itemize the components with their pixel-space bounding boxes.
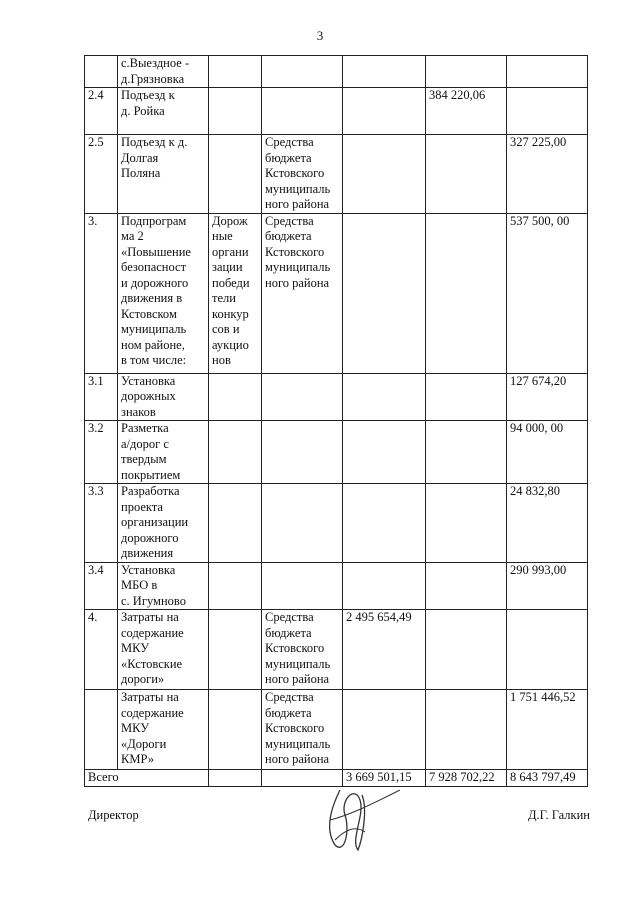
cell-y2 [426, 373, 507, 421]
cell-y2: 384 220,06 [426, 88, 507, 135]
cell-y3: 327 225,00 [507, 135, 588, 214]
cell-y1 [343, 373, 426, 421]
cell-y3 [507, 88, 588, 135]
cell-source: Средства бюджета Кстовского муниципаль ного района [262, 690, 343, 770]
cell-y3: 94 000, 00 [507, 421, 588, 484]
cell-num: 3.3 [85, 484, 118, 563]
cell-y1 [343, 88, 426, 135]
page-number: 3 [316, 28, 324, 43]
director-signature [300, 770, 410, 860]
cell-y2 [426, 213, 507, 373]
cell-name: Затраты на содержание МКУ «Кстовские дороги» [118, 610, 209, 690]
cell-exec [209, 421, 262, 484]
cell-name: с.Выездное - д.Грязновка [118, 56, 209, 88]
table-row [85, 690, 588, 770]
table-row [85, 213, 588, 373]
cell-name: Установка дорожных знаков [118, 373, 209, 421]
cell-name: Подъезд к д. Ройка [118, 88, 209, 135]
director-name: Д.Г. Галкин [528, 808, 590, 822]
cell-y1 [343, 690, 426, 770]
cell-y3: 537 500, 00 [507, 213, 588, 373]
cell-y1 [343, 135, 426, 214]
table-row [85, 484, 588, 563]
total-y2: 7 928 702,22 [426, 770, 507, 787]
cell-num: 3. [85, 213, 118, 373]
cell-num: 2.4 [85, 88, 118, 135]
cell-source: Средства бюджета Кстовского муниципаль ного района [262, 135, 343, 214]
cell-num: 3.2 [85, 421, 118, 484]
table-row [85, 135, 588, 214]
cell-y2 [426, 421, 507, 484]
cell-source [262, 56, 343, 88]
cell-exec [209, 610, 262, 690]
cell-exec [209, 770, 262, 787]
cell-y3: 1 751 446,52 [507, 690, 588, 770]
table-row [85, 56, 588, 88]
cell-exec [209, 88, 262, 135]
total-y3: 8 643 797,49 [507, 770, 588, 787]
cell-y3 [507, 610, 588, 690]
cell-source [262, 373, 343, 421]
cell-source: Средства бюджета Кстовского муниципаль ного района [262, 213, 343, 373]
cell-name: Затраты на содержание МКУ «Дороги КМР» [118, 690, 209, 770]
cell-y3 [507, 56, 588, 88]
cell-exec [209, 484, 262, 563]
cell-num: 2.5 [85, 135, 118, 214]
table-row [85, 421, 588, 484]
cell-exec: Дорож ные органи зации победи тели конкур сов и аукцио нов [209, 213, 262, 373]
cell-source: Средства бюджета Кстовского муниципаль ного района [262, 610, 343, 690]
cell-y3: 127 674,20 [507, 373, 588, 421]
table-row [85, 373, 588, 421]
cell-source [262, 562, 343, 610]
cell-y1 [343, 56, 426, 88]
cell-source [262, 421, 343, 484]
cell-y1 [343, 213, 426, 373]
table-row [85, 562, 588, 610]
cell-y2 [426, 690, 507, 770]
table-row [85, 610, 588, 690]
cell-exec [209, 562, 262, 610]
cell-num: 3.1 [85, 373, 118, 421]
cell-name: Установка МБО в с. Игумново [118, 562, 209, 610]
cell-name: Разработка проекта организации дорожного движения [118, 484, 209, 563]
cell-name: Подъезд к д. Долгая Поляна [118, 135, 209, 214]
cell-exec [209, 373, 262, 421]
cell-y2 [426, 56, 507, 88]
cell-source [262, 484, 343, 563]
cell-exec [209, 56, 262, 88]
cell-name: Подпрограм ма 2 «Повышение безопасност и дорожного движения в Кстовском муниципаль ном районе, в том числе: [118, 213, 209, 373]
cell-y1 [343, 562, 426, 610]
cell-num [85, 56, 118, 88]
budget-table [84, 55, 588, 787]
cell-y3: 290 993,00 [507, 562, 588, 610]
cell-exec [209, 135, 262, 214]
cell-y1 [343, 484, 426, 563]
cell-num: 3.4 [85, 562, 118, 610]
director-title: Директор [88, 808, 139, 822]
cell-y2 [426, 484, 507, 563]
cell-y1 [343, 421, 426, 484]
cell-y2 [426, 135, 507, 214]
cell-source [262, 88, 343, 135]
table-row [85, 88, 588, 135]
cell-y2 [426, 562, 507, 610]
cell-y2 [426, 610, 507, 690]
cell-y3: 24 832,80 [507, 484, 588, 563]
cell-y1: 2 495 654,49 [343, 610, 426, 690]
cell-num [85, 690, 118, 770]
cell-name: Разметка а/дорог с твердым покрытием [118, 421, 209, 484]
total-label: Всего [85, 770, 209, 787]
cell-exec [209, 690, 262, 770]
total-y1: 3 669 501,15 [343, 770, 426, 787]
cell-num: 4. [85, 610, 118, 690]
